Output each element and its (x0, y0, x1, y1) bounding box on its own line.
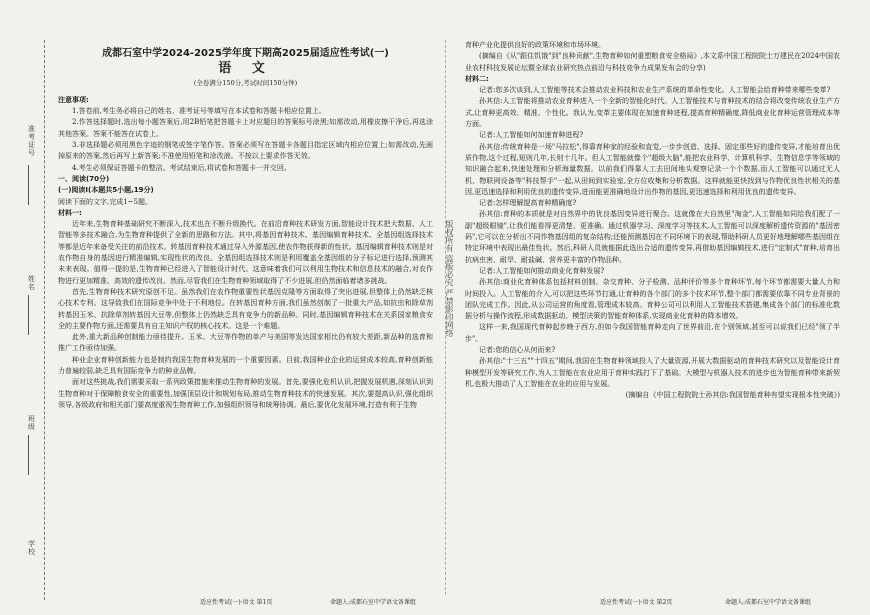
interview-answer: 孙其信:传统育种是一场"马拉松",得靠育种家的经验和直觉,一步步创造、选择、固定那些好的遗传变异,才能培育出优质作物,这个过程,短则几年,长则十几年。但人工智能就像个"超级大脑",能把农业科学、计算机科学、生物信息学等领域的知识融合起来,快速处理和分析海量数据。以前我们得靠人工去田间地头观察记录一个个数据,而人工智能可以通过无人机、物联网设备等"科技帮手"一起,从田间到实验室,全方位收集和分析数据。这样就能更快找到与作物优良性状相关的基因,更迅速选择和利用优良的遗传变异,进而能更准确地设计出作物的基因,更迅速选择和利用优良的遗传变异。 (465, 142, 840, 196)
interview-question: 记者:您的信心从何而来? (479, 346, 556, 355)
material-label: 材料二: (465, 74, 489, 83)
interview-question: 记者:怎样理解提高育种精确度? (479, 199, 577, 208)
interview-answer: 孙其信:育种的本质就是对自然界中的优良基因变异进行聚合。这就像在大自然里"淘金",人工智能如同给我们配了一副"超级眼镜",让我们能看得更清楚、更准确。通过机器学习、深度学习等技术,人工智能可以深度解析遗传资源的"基因密码",它可以在分析出不同作物基因组的复杂结构;还能预测基因在不同环境下的表现,帮助科研人员更好地理解哪些基因组在特定环境中表现出最佳性状。然后,科研人员就能据此选出合适的遗传变异,再借助基因编辑技术,进行"定制式"育种,培育出抗病虫害、耐旱、耐盐碱、营养更丰富的作物品种。 (465, 210, 840, 264)
source-note: (摘编自《从"跟住饥饿"到"良种贡献",生物育种如何重塑粮食安全格局》,本文系中国工程院院士万建民在2024中国农业农村科技发展论坛暨全球农业研究热点前沿与科技竞争力成果发布会的分享) (465, 52, 840, 72)
note-item: 4.考生必须保证答题卡的整洁。考试结束后,将试卷和答题卡一并交回。 (72, 163, 291, 172)
subsection-heading: (一)阅读I(本题共5小题,19分) (58, 186, 154, 195)
interview-question: 记者:您多次谈到,人工智能等技术会推动农业科技和农业生产系统的革命性变化。人工智能会给育种带来哪些变革? (479, 86, 831, 95)
material-label: 材料一: (58, 208, 82, 217)
binding-strip (6, 40, 46, 600)
score-info: (全卷满分150分,考试时间150分钟) (193, 78, 298, 87)
interview-answer: 孙其信:人工智能将推动农业育种进入一个全新的智能化时代。人工智能技术与育种技术的结合将改变传统农业生产方式,让育种更高效、精准、个性化。我认为,变革主要体现在加速育种进程,提高育种精确度,降低商业化育种运营管理成本等方面。 (465, 97, 840, 129)
note-item: 1.答卷前,考生务必将自己的姓名、准考证号等填写在本试卷和答题卡相应位置上。 (72, 107, 326, 116)
interview-answer: 孙其信:商业化育种体系包括材料创制、杂交育种、分子检测、品种评价等多个育种环节,每个环节都需要大量人力和时间投入。人工智能的介入,可以把这些环节打通,让育种的各个部门的多个技术环节,整个部门都需要依靠不同专业背景的团队完成工作。因此,从公司运营的角度看,管理成本较高。育种公司可以利用人工智能技术搭建,集成各个部门的标准化数据分析与操作流程,形成数据驱动、模型决策的智能育种体系,实现商业化育种的降本增效。 (465, 278, 840, 321)
part-heading: 一、阅读(70分) (58, 174, 110, 183)
note-item: 2.作答选择题时,选出每小题答案后,用2B铅笔把答题卡上对应题目的答案标号涂黑;如需改动,用橡皮擦干净后,再选涂其他答案。答案不能答在试卷上。 (58, 118, 433, 138)
name-label: 姓名 (28, 275, 35, 291)
binding-line (44, 40, 45, 600)
paragraph: 种业企业育种创新能力也是制约我国生物育种发展的一个重要因素。目前,我国种业企业的运营成本较高,育种创新能力普遍较弱,缺乏具有国际竞争力的种业品牌。 (58, 355, 433, 376)
interview-answer: 这样一来,我国现代育种起步晚于西方,但如今我国智能育种走向了世界前沿,在个别领域,甚至可以说我们已经"领了半步"。 (465, 323, 840, 343)
admission-number-label: 准考证号 (28, 125, 35, 157)
source-note: (摘编自《中国工程院院士孙其信:我国智能育种有望实现根本性突破》) (625, 391, 840, 400)
name-blank[interactable] (28, 295, 38, 335)
paragraph: 面对这些挑战,我们需要采取一系列政策措施来推动生物育种的发展。首先,要强化危机认识,把握发展机遇,深刻认识到生物育种对于保障粮食安全的重要性,加强顶层设计和规划布局,推动生物育种技术的快速发展。其次,要提高认识,强化组织领导,各级政府和相关部门要高度重视生物育种工作,加强组织领导和统筹协调。最后,要优化发展环境,打造有利于生物 (58, 378, 433, 409)
school-label: 学校 (28, 540, 35, 556)
exam-title: 成都石室中学2024-2025学年度下期高2025届适应性考试(一) (102, 48, 389, 59)
notes-heading: 注意事项: (58, 95, 89, 104)
left-page-number: 适应性考试(一)·语文 第1页 (200, 599, 273, 606)
note-item: 3.非选择题必须用黑色字迹的钢笔或签字笔作答。答案必须写在答题卡各题目指定区域内相应位置上;如需改动,先画掉原来的答案,然后再写上新答案;不准使用铅笔和涂改液。不按以上要求作答无效。 (58, 141, 433, 161)
right-column (465, 40, 840, 402)
admission-number-blank[interactable] (28, 165, 38, 205)
interview-question: 记者:人工智能如何加速育种进程? (479, 131, 584, 140)
interview-answer: 孙其信:"十三五""十四五"期间,我国在生物育种领域投入了大量资源,开展大数据驱动的育种技术研究以及智能设计育种模型开发等研究工作,为人工智能在农业应用于育种实践打下了基础。大模型与机器人技术的进步也为智能育种带来新契机,也极大推动了人工智能在农业的应用与发展。 (465, 357, 840, 388)
left-column (58, 40, 433, 411)
class-blank[interactable] (28, 435, 38, 475)
left-maker: 命题人:成都石室中学语文备课组 (330, 599, 417, 606)
paragraph: 首先,生物育种技术研究原创不足。虽然我们在农作物重要性状基因克隆等方面取得了突出进展,但整体上仍然缺乏核心技术专利。这导致我们在国际竞争中处于不利地位。在转基因育种方面,我们虽然创制了一批重大产品,如抗虫和除草剂转基因玉米、抗除草剂转基因大豆等,但整体上仍然缺乏具有竞争力的新品种。同时,基因编辑育种技术在关系国家粮食安全的主要作物方面,还需要具有自主知识产权的核心技术。这是一个难题。 (58, 287, 433, 330)
interview-question: 记者:人工智能如何推动商业化育种发展? (479, 266, 605, 275)
paragraph: 此外,重大新品种创制能力亟待提升。玉米、大豆等作物的单产与美国等发达国家相比仍有较大差距,新品种的选育和推广工作亟待加强。 (58, 333, 433, 353)
right-maker: 命题人:成都石室中学语文备课组 (725, 599, 812, 606)
right-page-number: 适应性考试(一)·语文 第2页 (600, 599, 673, 606)
paragraph: 近年来,生物育种基础研究不断深入,技术也在不断升级换代。在前沿育种技术研发方面,智能设计技术把大数据、人工智能等多技术融合,为生物育种提供了全新的思路和方法。其中,将基因育种技术、基因编辑育种技术、全基因组选择技术等都是近年来备受关注的前沿技术。转基因育种技术通过导入外源基因,使农作物获得新的性状。基因编辑育种技术则是对农作物自身的基因进行精准编辑,实现性状的改良。全基因组选择技术则是利用覆盖全基因组的分子标记进行选择,预测其未来表现。值得一提的是,生物育种已经进入了智能设计时代。这意味着我们可以利用生物技术和信息技术的融合,对农作物进行更加精准、高效的遗传改良。然而,尽管我们在生物育种领域取得了不少进展,但仍然面临着诸多挑战。 (58, 220, 433, 285)
paragraph: 育种产业化提供良好的政策环境和市场环境。 (465, 41, 605, 49)
instruction: 阅读下面的文字,完成1~5题。 (58, 197, 152, 206)
subject-title: 语 文 (218, 61, 273, 77)
copyright-stamp: 版权所有 盗版必究 严禁影印网络 (445, 220, 454, 338)
class-label: 班级 (28, 415, 35, 431)
